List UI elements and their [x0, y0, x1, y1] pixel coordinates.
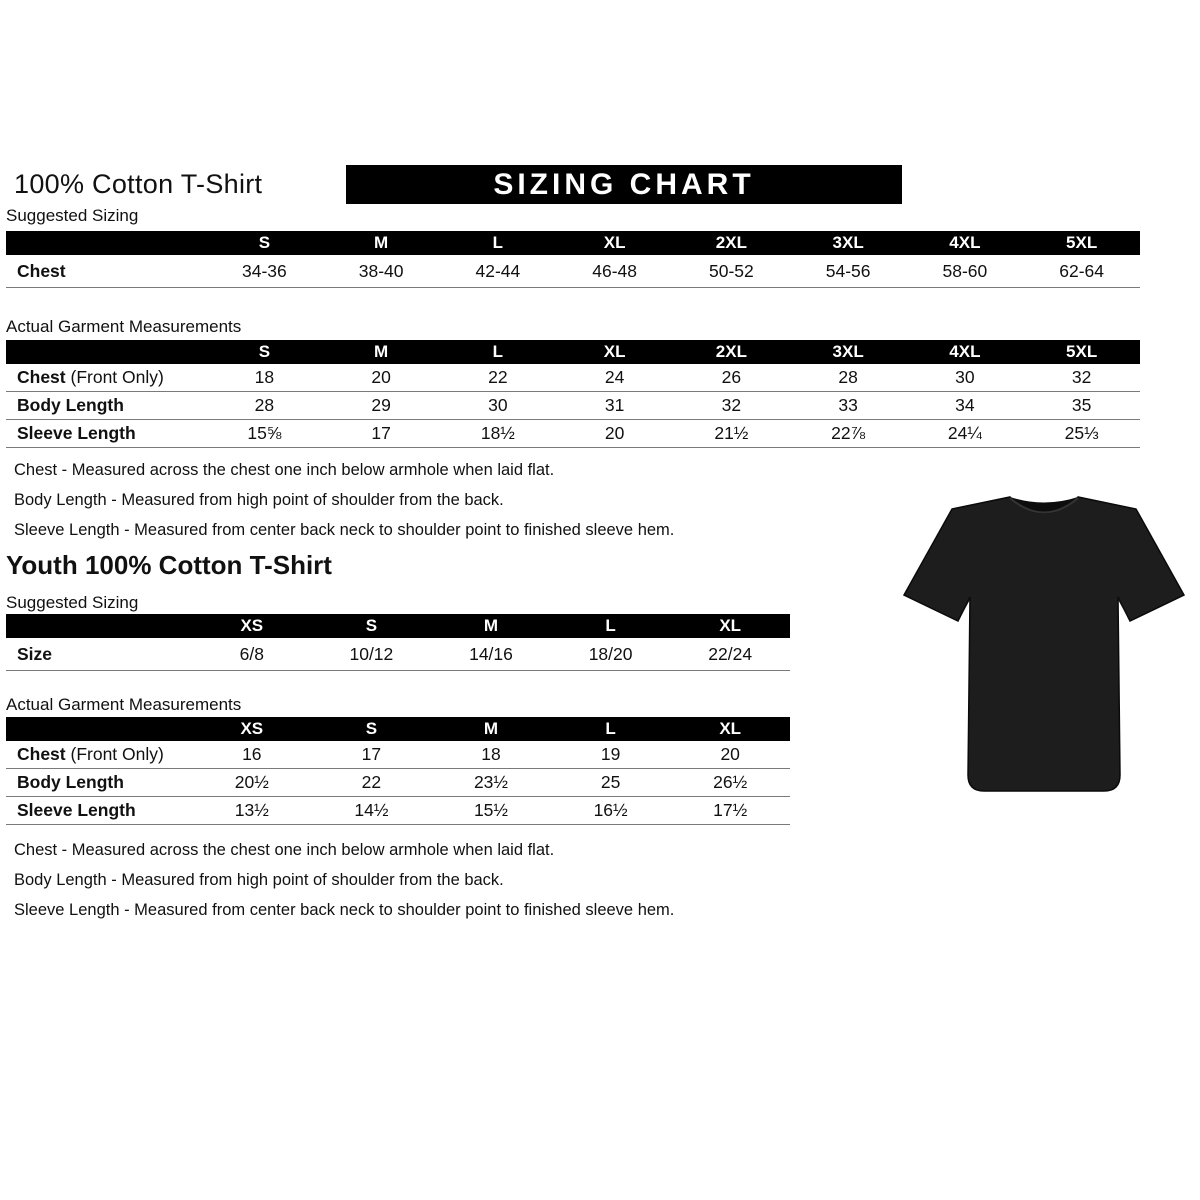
size-table-header-row	[6, 717, 790, 741]
size-header-cell: 2XL	[715, 342, 747, 361]
chest-note: Chest - Measured across the chest one inch below armhole when laid flat.	[14, 841, 555, 859]
row-label: Chest	[17, 744, 66, 764]
size-value-cell: 30	[488, 395, 508, 415]
size-value-cell: 15⅝	[247, 423, 282, 443]
size-table-row	[6, 638, 790, 671]
size-value-cell: 23½	[473, 772, 509, 792]
size-header-cell: M	[483, 616, 499, 635]
adult-suggested-sizing-label: Suggested Sizing	[6, 206, 139, 225]
size-value-cell: 28	[254, 395, 275, 415]
size-header-cell: L	[492, 342, 504, 361]
size-value-cell: 24¼	[947, 423, 982, 443]
size-value-cell: 34	[955, 395, 975, 415]
body-length-note: Body Length - Measured from high point of shoulder from the back.	[14, 871, 504, 889]
chest-note: Chest - Measured across the chest one inch below armhole when laid flat.	[14, 461, 555, 479]
row-label: Chest	[17, 260, 66, 281]
size-value-cell: 17	[361, 744, 382, 764]
size-value-cell: 16½	[593, 800, 628, 820]
size-value-cell: 31	[604, 395, 625, 415]
size-value-cell: 35	[1071, 395, 1092, 415]
size-table-row	[6, 741, 790, 769]
body-length-note: Body Length - Measured from high point of shoulder from the back.	[14, 491, 504, 509]
size-value-cell: 42-44	[475, 260, 521, 281]
size-value-cell: 22/24	[708, 643, 753, 664]
size-value-cell: 22	[488, 367, 508, 387]
size-value-cell: 24	[604, 367, 625, 387]
size-value-cell: 6/8	[239, 643, 264, 664]
size-value-cell: 50-52	[708, 260, 754, 281]
size-value-cell: 20	[604, 423, 625, 443]
size-value-cell: 20½	[234, 772, 269, 792]
youth-suggested-table	[6, 614, 790, 671]
size-value-cell: 17	[371, 423, 391, 443]
size-table-row	[6, 797, 790, 825]
adult-actual-measurements-label: Actual Garment Measurements	[6, 317, 242, 336]
tshirt-product-image	[898, 476, 1190, 816]
row-label: Sleeve Length	[17, 423, 136, 443]
size-header-cell: 4XL	[949, 342, 981, 361]
adult-measurement-notes	[14, 455, 674, 545]
size-header-cell: S	[258, 342, 271, 361]
size-header-cell: XL	[719, 616, 742, 635]
product-title: 100% Cotton T-Shirt	[14, 169, 263, 199]
size-header-cell: S	[365, 719, 378, 738]
size-value-cell: 13½	[234, 800, 269, 820]
size-value-cell: 22	[361, 772, 382, 792]
size-header-cell: S	[258, 233, 271, 252]
row-label-suffix: (Front Only)	[65, 367, 164, 387]
size-value-cell: 21½	[714, 423, 749, 443]
row-label-cell	[6, 772, 192, 793]
adult-actual-table	[6, 340, 1140, 448]
row-label: Chest	[17, 367, 66, 387]
size-value-cell: 25	[600, 772, 621, 792]
size-value-cell: 16	[242, 744, 262, 764]
size-value-cell: 62-64	[1059, 260, 1104, 281]
tshirt-icon	[898, 476, 1190, 816]
youth-suggested-sizing-label: Suggested Sizing	[6, 593, 139, 612]
size-header-cell: 3XL	[832, 342, 864, 361]
size-table-row	[6, 420, 1140, 448]
size-value-cell: 32	[721, 395, 742, 415]
size-value-cell: 26	[721, 367, 742, 387]
size-value-cell: 46-48	[592, 260, 637, 281]
size-table-row	[6, 392, 1140, 420]
size-table-header-row	[6, 614, 790, 638]
row-label-cell	[6, 395, 206, 416]
size-header-cell: M	[374, 233, 389, 252]
size-value-cell: 54-56	[825, 260, 871, 281]
size-value-cell: 33	[838, 395, 858, 415]
row-label-cell	[6, 744, 192, 765]
size-value-cell: 18½	[480, 423, 515, 443]
sizing-chart-banner: SIZING CHART	[346, 165, 902, 204]
size-header-cell: S	[365, 616, 378, 635]
size-value-cell: 10/12	[349, 643, 394, 664]
size-value-cell: 18/20	[588, 643, 633, 664]
size-header-cell: 2XL	[715, 233, 747, 252]
size-table-row	[6, 255, 1140, 288]
row-label-cell	[6, 261, 206, 282]
row-label-cell	[6, 367, 206, 388]
size-header-cell: XL	[603, 233, 626, 252]
size-header-cell: L	[492, 233, 504, 252]
size-value-cell: 30	[955, 367, 975, 387]
size-value-cell: 20	[720, 744, 740, 764]
size-value-cell: 22⅞	[831, 423, 866, 443]
size-header-cell: L	[605, 719, 616, 738]
row-label-cell	[6, 800, 192, 821]
size-header-cell: M	[374, 342, 389, 361]
row-label-suffix: (Front Only)	[65, 744, 164, 764]
size-value-cell: 18	[254, 367, 275, 387]
youth-actual-measurements-label: Actual Garment Measurements	[6, 695, 242, 714]
size-value-cell: 28	[838, 367, 858, 387]
size-value-cell: 58-60	[942, 260, 988, 281]
size-value-cell: 20	[371, 367, 391, 387]
size-table-header-row	[6, 231, 1140, 255]
size-value-cell: 29	[371, 395, 391, 415]
size-table-header-row	[6, 340, 1140, 364]
sleeve-length-note: Sleeve Length - Measured from center back neck to shoulder point to finished sleeve hem.	[14, 521, 675, 539]
size-value-cell: 14½	[354, 800, 389, 820]
row-label: Body Length	[17, 772, 124, 792]
row-label: Sleeve Length	[17, 800, 136, 820]
row-label-cell	[6, 644, 192, 665]
size-header-cell: M	[483, 719, 499, 738]
size-value-cell: 14/16	[469, 643, 513, 664]
size-header-cell: XS	[240, 719, 264, 738]
size-header-cell: 5XL	[1066, 233, 1098, 252]
size-value-cell: 18	[481, 744, 501, 764]
size-value-cell: 19	[600, 744, 621, 764]
row-label: Body Length	[17, 395, 124, 415]
size-table-row	[6, 364, 1140, 392]
size-value-cell: 15½	[473, 800, 509, 820]
adult-suggested-table	[6, 231, 1140, 288]
size-value-cell: 32	[1071, 367, 1092, 387]
header-row	[0, 165, 1200, 207]
size-value-cell: 25⅓	[1064, 423, 1099, 443]
youth-measurement-notes	[14, 835, 674, 925]
size-header-cell: 5XL	[1066, 342, 1098, 361]
size-header-cell: 4XL	[949, 233, 981, 252]
size-value-cell: 34-36	[241, 260, 287, 281]
size-header-cell: XL	[603, 342, 626, 361]
sleeve-length-note: Sleeve Length - Measured from center back neck to shoulder point to finished sleeve hem.	[14, 901, 675, 919]
size-table-row	[6, 769, 790, 797]
size-header-cell: 3XL	[832, 233, 864, 252]
size-value-cell: 17½	[713, 800, 748, 820]
row-label: Size	[17, 643, 53, 664]
size-value-cell: 38-40	[358, 260, 404, 281]
row-label-cell	[6, 423, 206, 444]
size-value-cell: 26½	[713, 772, 748, 792]
size-header-cell: XS	[240, 616, 264, 635]
youth-product-title: Youth 100% Cotton T-Shirt	[6, 550, 332, 580]
size-header-cell: L	[605, 616, 616, 635]
youth-actual-table	[6, 717, 790, 825]
size-header-cell: XL	[719, 719, 742, 738]
